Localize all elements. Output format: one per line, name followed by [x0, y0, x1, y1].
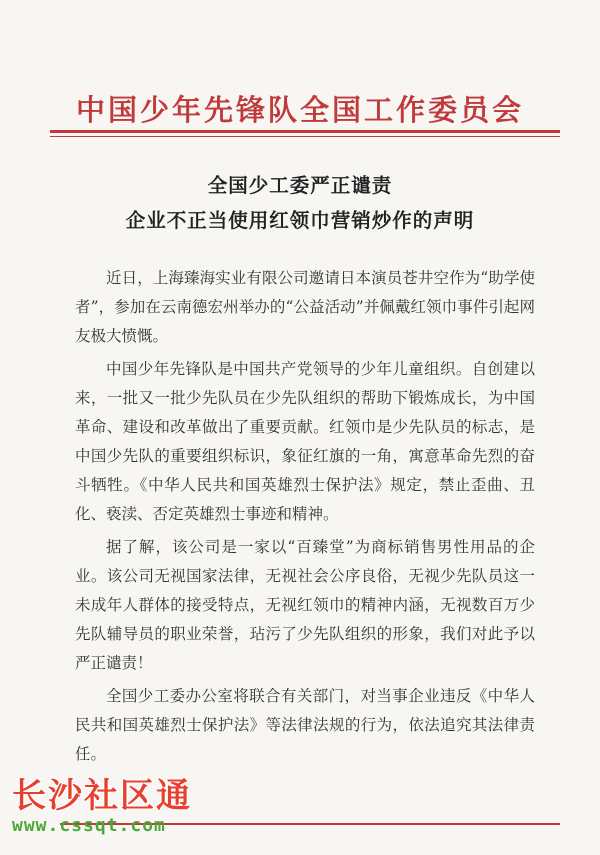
watermark-name: 长沙社区通 [12, 776, 192, 816]
letterhead-rule-thick [50, 130, 560, 133]
body-paragraph: 中国少年先锋队是中国共产党领导的少年儿童组织。自创建以来，一批又一批少先队员在少先队组织的帮助下锻炼成长，为中国革命、建设和改革做出了重要贡献。红领巾是少先队员的标志，是中国少先队的重要组织标识，象征红旗的一角，寓意革命先烈的奋斗牺牲。《中华人民共和国英雄烈士保护法》规定，禁止歪曲、丑化、亵渎、否定英雄烈士事迹和精神。 [75, 360, 535, 523]
watermark-url: www.cssqt.com [12, 815, 166, 836]
body-paragraph: 据了解，该公司是一家以“百臻堂”为商标销售男性用品的企业。该公司无视国家法律，无视社会公序良俗，无视少先队员这一未成年人群体的接受特点，无视红领巾的精神内涵，无视数百万少先队辅导员的职业荣誉，玷污了少先队组织的形象，我们对此予以严正谴责！ [75, 538, 535, 672]
letterhead-org-name: 中国少年先锋队全国工作委员会 [75, 93, 524, 127]
statement-title-line1: 全国少工委严正谴责 [207, 174, 393, 197]
statement-title-line2: 企业不正当使用红领巾营销炒作的声明 [125, 209, 475, 232]
statement-body [75, 264, 535, 773]
body-paragraph: 全国少工委办公室将联合有关部门，对当事企业违反《中华人民共和国英雄烈士保护法》等法律法规的行为，依法追究其法律责任。 [75, 687, 535, 763]
body-paragraph: 近日，上海臻海实业有限公司邀请日本演员苍井空作为“助学使者”，参加在云南德宏州举办的“公益活动”并佩戴红领巾事件引起网友极大愤慨。 [75, 269, 535, 345]
letterhead-rule-thin [50, 136, 560, 137]
site-watermark [12, 776, 192, 836]
